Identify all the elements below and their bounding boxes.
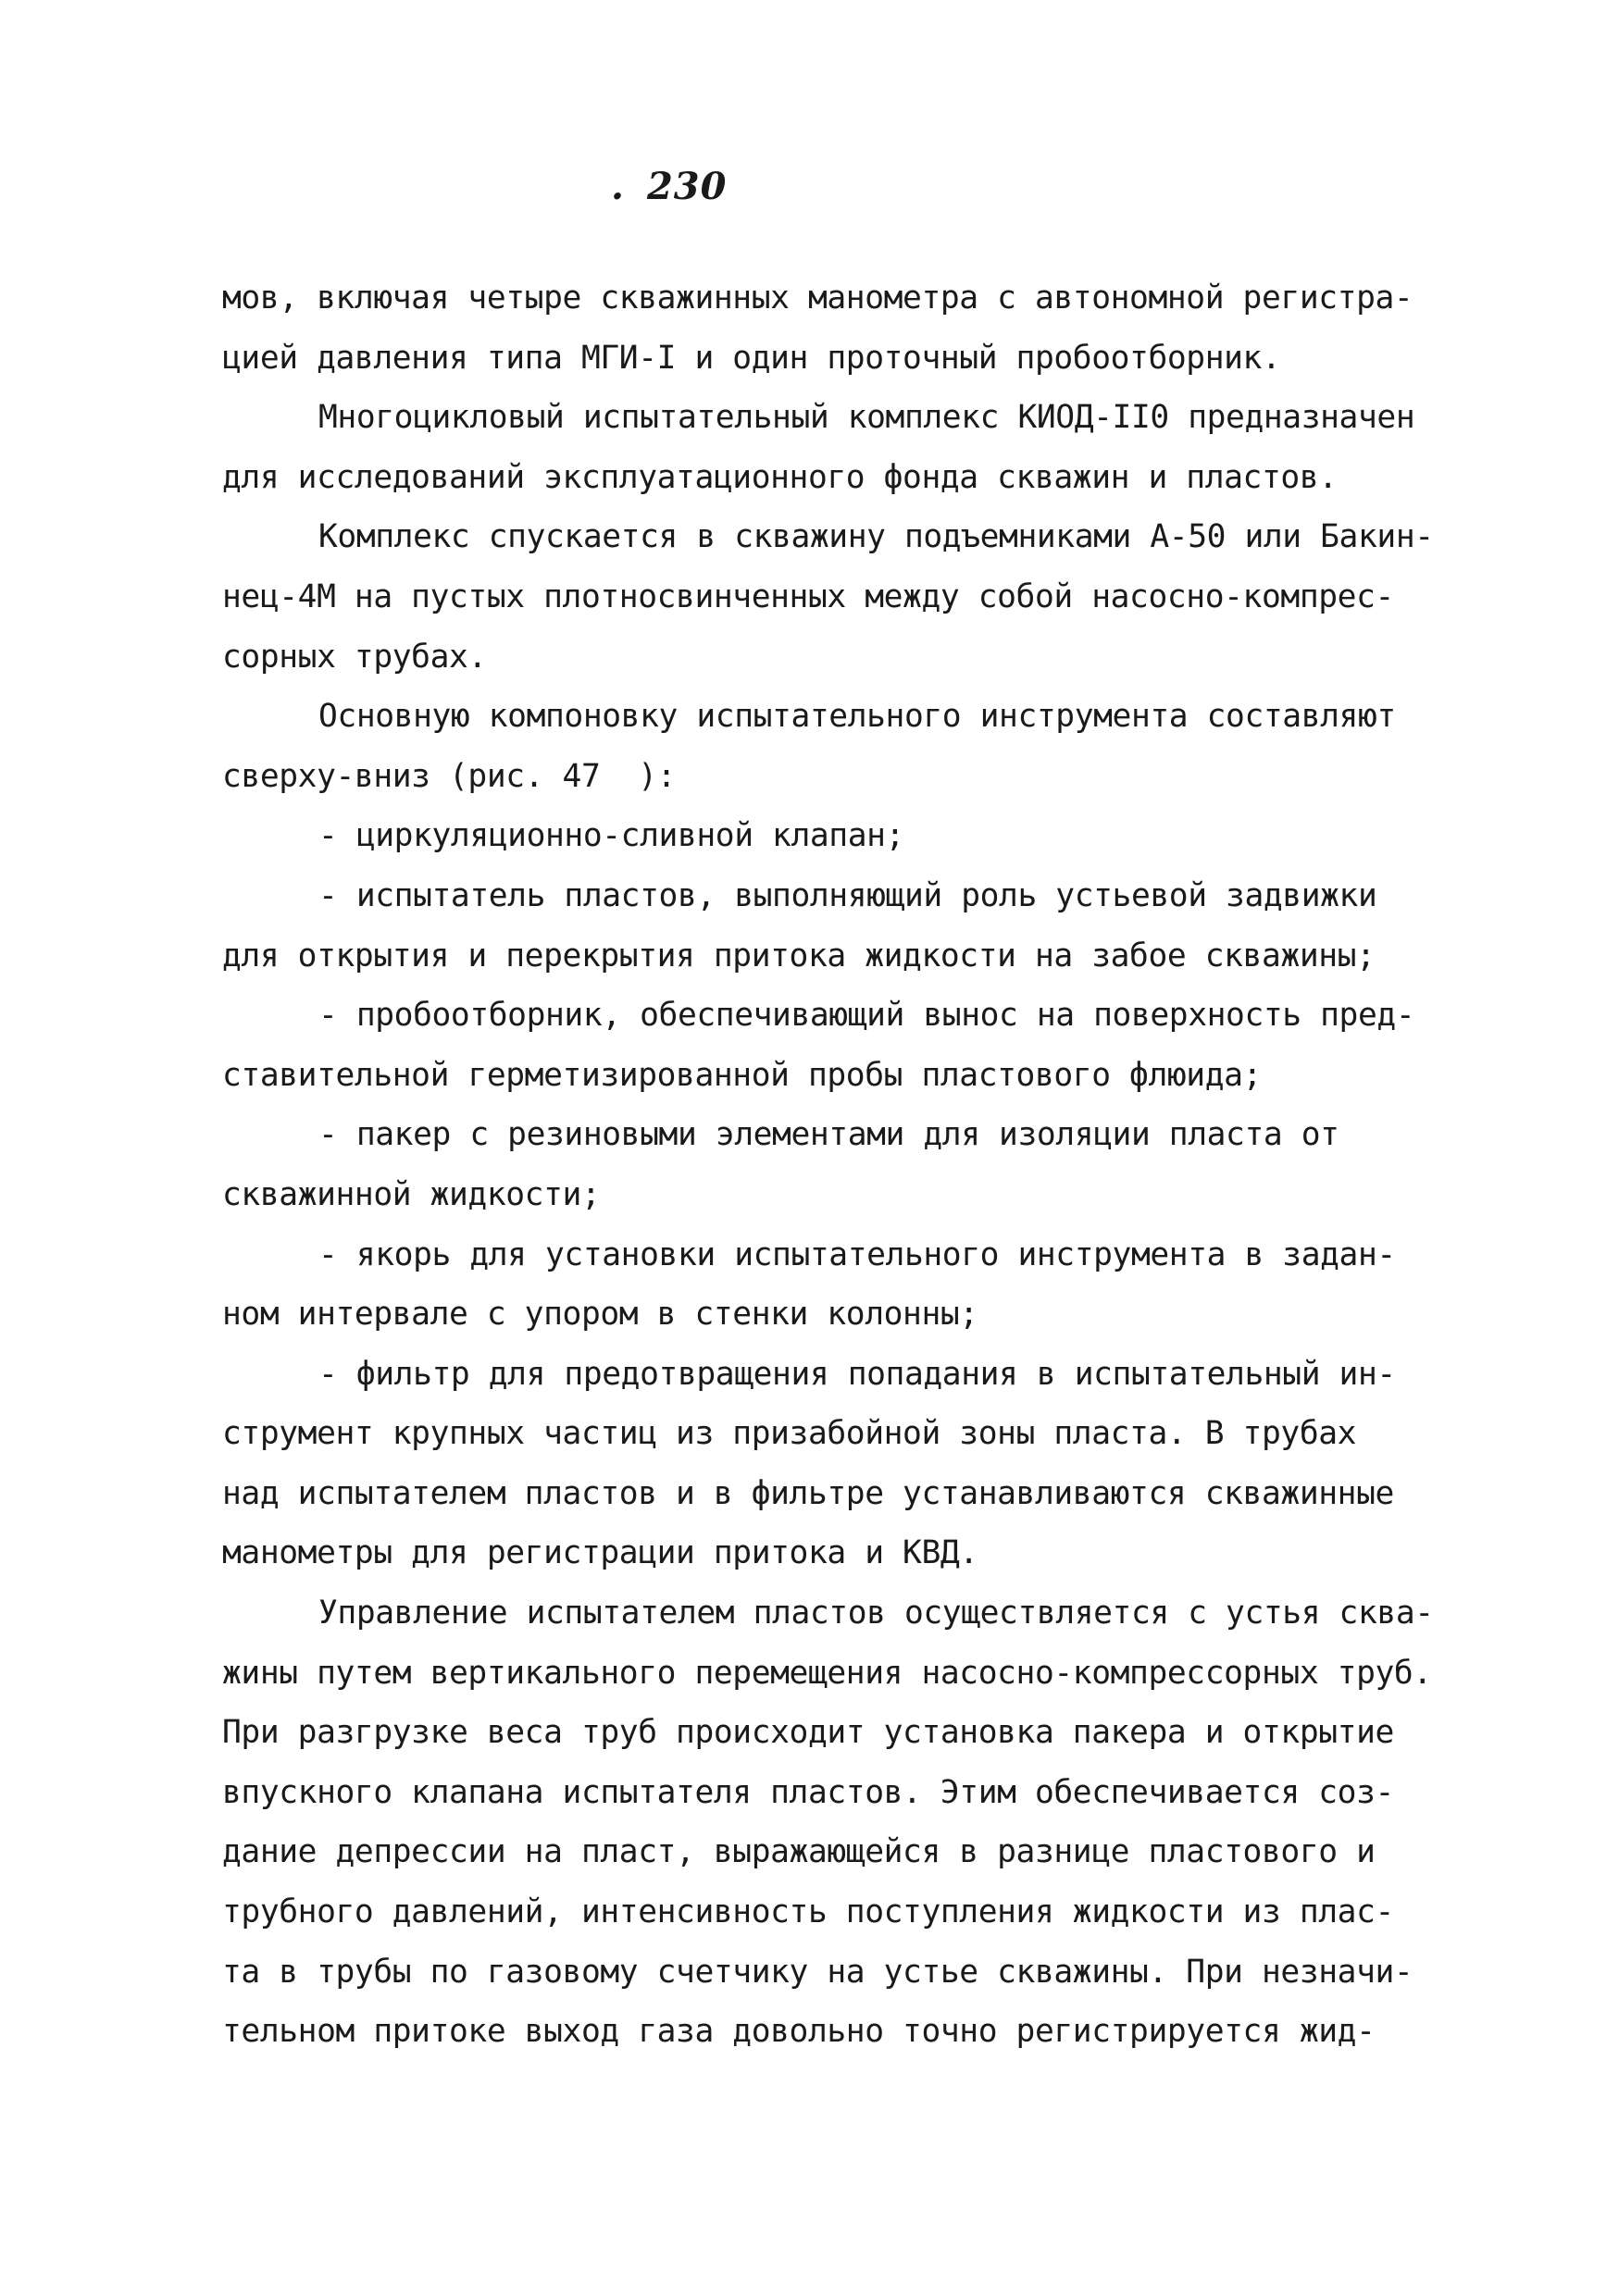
text-line: тельном притоке выход газа довольно точно регистрируется жид- — [222, 2013, 1376, 2051]
text-line: Управление испытателем пластов осуществляется с устья сква- — [318, 1595, 1434, 1632]
text-line: для открытия и перекрытия притока жидкости на забое скважины; — [222, 937, 1376, 974]
text-line: для исследований эксплуатационного фонда скважин и пластов. — [222, 458, 1338, 496]
text-line: - якорь для установки испытательного инструмента в задан- — [318, 1235, 1396, 1273]
text-line: - фильтр для предотвращения попадания в испытательный ин- — [318, 1355, 1396, 1393]
text-line: - пробоотборник, обеспечивающий вынос на поверхность пред- — [318, 997, 1415, 1035]
text-line: дание депрессии на пласт, выражающейся в разнице пластового и — [222, 1833, 1376, 1871]
text-line: При разгрузке веса труб происходит установка пакера и открытие — [222, 1714, 1394, 1752]
text-line: цией давления типа МГИ-I и один проточный пробоотборник. — [222, 339, 1281, 377]
text-line: та в трубы по газовому счетчику на устье скважины. При незначи- — [222, 1953, 1414, 1991]
text-line: над испытателем пластов и в фильтре устанавливаются скважинные — [222, 1474, 1394, 1512]
text-line: нец-4М на пустых плотносвинченных между собой насосно-компрес- — [222, 577, 1394, 615]
text-line: сверху-вниз (рис. 47 ): — [222, 757, 677, 795]
text-line: Многоцикловый испытательный комплекс КИОД-II0 предназначен — [318, 399, 1415, 437]
text-line: - пакер с резиновыми элементами для изоляции пласта от — [318, 1116, 1339, 1154]
text-line: Основную компоновку испытательного инструмента составляют — [318, 698, 1396, 736]
text-line: скважинной жидкости; — [222, 1175, 601, 1213]
text-line: жины путем вертикального перемещения насосно-компрессорных труб. — [222, 1654, 1432, 1692]
text-line: ном интервале с упором в стенки колонны; — [222, 1296, 978, 1334]
text-line: трубного давлений, интенсивность поступления жидкости из плас- — [222, 1893, 1394, 1931]
text-line: манометры для регистрации притока и КВД. — [222, 1534, 978, 1572]
text-line: струмент крупных частиц из призабойной зоны пласта. В трубах — [222, 1415, 1357, 1453]
page-number: . 230 — [611, 165, 728, 208]
text-line: Комплекс спускается в скважину подъемниками А-50 или Бакин- — [318, 518, 1434, 556]
text-line: - испытатель пластов, выполняющий роль устьевой задвижки — [318, 876, 1377, 914]
text-line: впускного клапана испытателя пластов. Этим обеспечивается соз- — [222, 1773, 1394, 1811]
body-text — [222, 268, 1434, 2062]
text-line: - циркуляционно-сливной клапан; — [318, 817, 904, 855]
text-line: мов, включая четыре скважинных манометра с автономной регистра- — [222, 279, 1414, 316]
text-line: сорных трубах. — [222, 638, 487, 676]
text-line: ставительной герметизированной пробы пластового флюида; — [222, 1056, 1262, 1094]
page-number-value: 230 — [646, 165, 728, 208]
